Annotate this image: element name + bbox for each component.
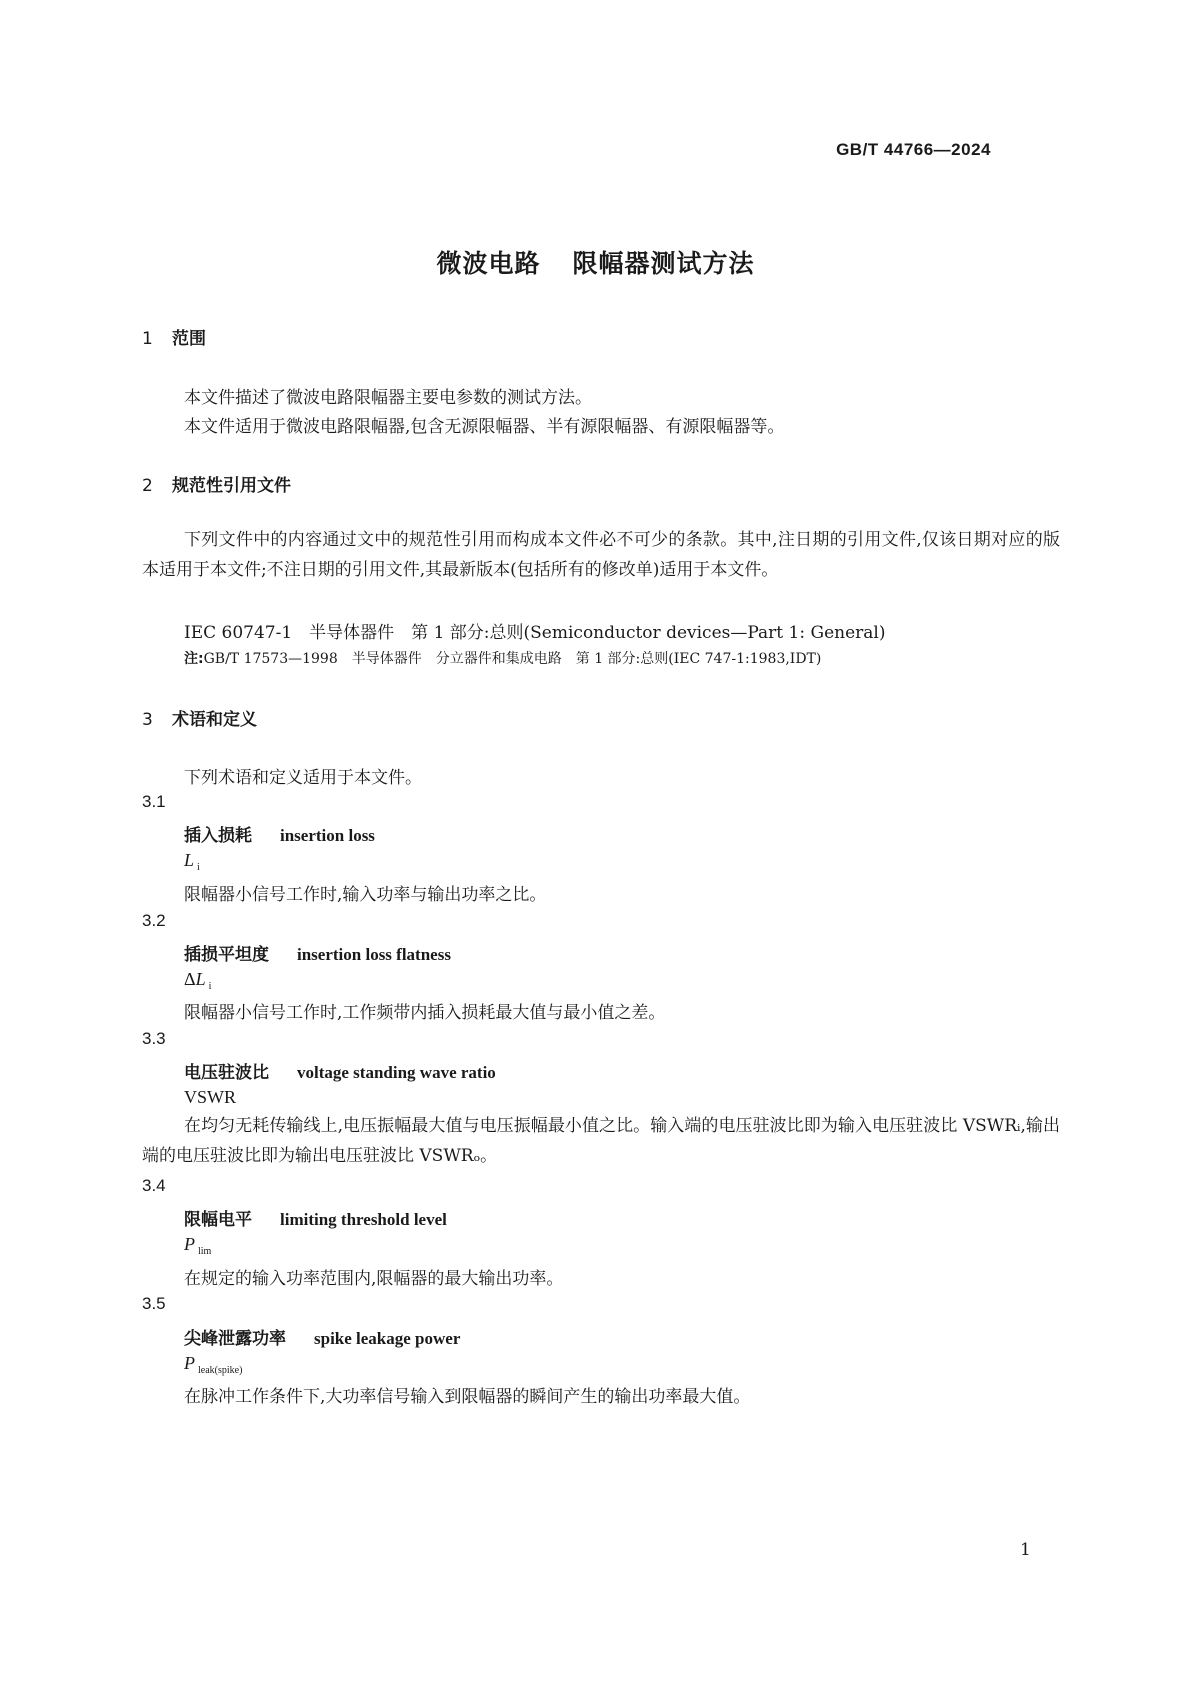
note-label: 注: <box>184 651 204 667</box>
term-en: spike leakage power <box>314 1329 461 1348</box>
term-symbol <box>184 1234 211 1257</box>
section-3-intro: 下列术语和定义适用于本文件。 <box>184 768 422 788</box>
clause-number: 3.3 <box>142 1029 166 1048</box>
section-1-para-2: 本文件适用于微波电路限幅器,包含无源限幅器、半有源限幅器、有源限幅器等。 <box>184 417 785 437</box>
term-symbol <box>184 850 200 873</box>
symbol-sub: leak(spike) <box>198 1365 243 1376</box>
clause-number: 3.4 <box>142 1176 166 1195</box>
normative-reference: IEC 60747-1 半导体器件 第 1 部分:总则(Semiconductor devices—Part 1: General) <box>184 623 886 643</box>
term-en: insertion loss flatness <box>297 945 451 964</box>
term-symbol <box>184 969 211 992</box>
term-definition: 限幅器小信号工作时,输入功率与输出功率之比。 <box>184 885 547 905</box>
term-definition: 限幅器小信号工作时,工作频带内插入损耗最大值与最小值之差。 <box>184 1003 666 1023</box>
section-title: 规范性引用文件 <box>172 476 291 496</box>
symbol-main: L <box>195 969 206 989</box>
term-definition: 在脉冲工作条件下,大功率信号输入到限幅器的瞬间产生的输出功率最大值。 <box>184 1387 751 1407</box>
standard-code: GB/T 44766—2024 <box>836 140 991 159</box>
symbol-sub: lim <box>198 1246 212 1257</box>
section-number: 2 <box>142 476 153 496</box>
term-zh: 限幅电平 <box>184 1210 252 1230</box>
title-part1: 微波电路 <box>436 249 541 278</box>
term-symbol <box>184 1353 242 1376</box>
symbol-sub: i <box>197 862 200 873</box>
term-zh: 电压驻波比 <box>184 1063 269 1083</box>
term-entry <box>184 821 375 846</box>
term-entry <box>184 1205 447 1230</box>
term-definition: 在规定的输入功率范围内,限幅器的最大输出功率。 <box>184 1269 564 1289</box>
term-en: limiting threshold level <box>280 1210 447 1229</box>
page-number: 1 <box>1020 1540 1031 1560</box>
section-title: 术语和定义 <box>172 710 257 730</box>
term-symbol <box>184 1087 236 1108</box>
term-definition: 在均匀无耗传输线上,电压振幅最大值与电压振幅最小值之比。输入端的电压驻波比即为输入电压驻波比 VSWRᵢ,输出端的电压驻波比即为输出电压驻波比 VSWRₒ。 <box>142 1116 1060 1166</box>
symbol-main: P <box>184 1353 195 1373</box>
section-2-para: 下列文件中的内容通过文中的规范性引用而构成本文件必不可少的条款。其中,注日期的引用文件,仅该日期对应的版本适用于本文件;不注日期的引用文件,其最新版本(包括所有的修改单)适用于本文件。 <box>142 530 1060 580</box>
note-text: GB/T 17573—1998 半导体器件 分立器件和集成电路 第 1 部分:总则(IEC 747-1:1983,IDT) <box>203 651 822 667</box>
section-3-heading <box>142 705 257 730</box>
symbol-sub: i <box>208 981 212 992</box>
term-en: voltage standing wave ratio <box>297 1063 496 1082</box>
document-title <box>0 244 1191 280</box>
clause-number: 3.5 <box>142 1294 166 1313</box>
term-zh: 插入损耗 <box>184 826 252 846</box>
symbol-prefix: Δ <box>184 969 196 989</box>
term-zh: 尖峰泄露功率 <box>184 1329 286 1349</box>
term-en: insertion loss <box>280 826 375 845</box>
section-1-heading <box>142 324 206 349</box>
clause-number: 3.1 <box>142 792 166 811</box>
reference-note <box>184 648 821 668</box>
section-2-heading <box>142 471 291 496</box>
term-entry <box>184 940 451 965</box>
symbol-main: VSWR <box>184 1087 237 1107</box>
term-entry <box>184 1058 496 1083</box>
section-number: 1 <box>142 329 153 349</box>
clause-number: 3.2 <box>142 911 166 930</box>
symbol-main: L <box>184 850 195 870</box>
title-part2: 限幅器测试方法 <box>572 249 755 278</box>
section-number: 3 <box>142 710 153 730</box>
term-entry <box>184 1324 460 1349</box>
symbol-main: P <box>184 1234 195 1254</box>
section-1-para-1: 本文件描述了微波电路限幅器主要电参数的测试方法。 <box>184 388 592 408</box>
term-zh: 插损平坦度 <box>184 945 269 965</box>
section-title: 范围 <box>172 329 206 349</box>
